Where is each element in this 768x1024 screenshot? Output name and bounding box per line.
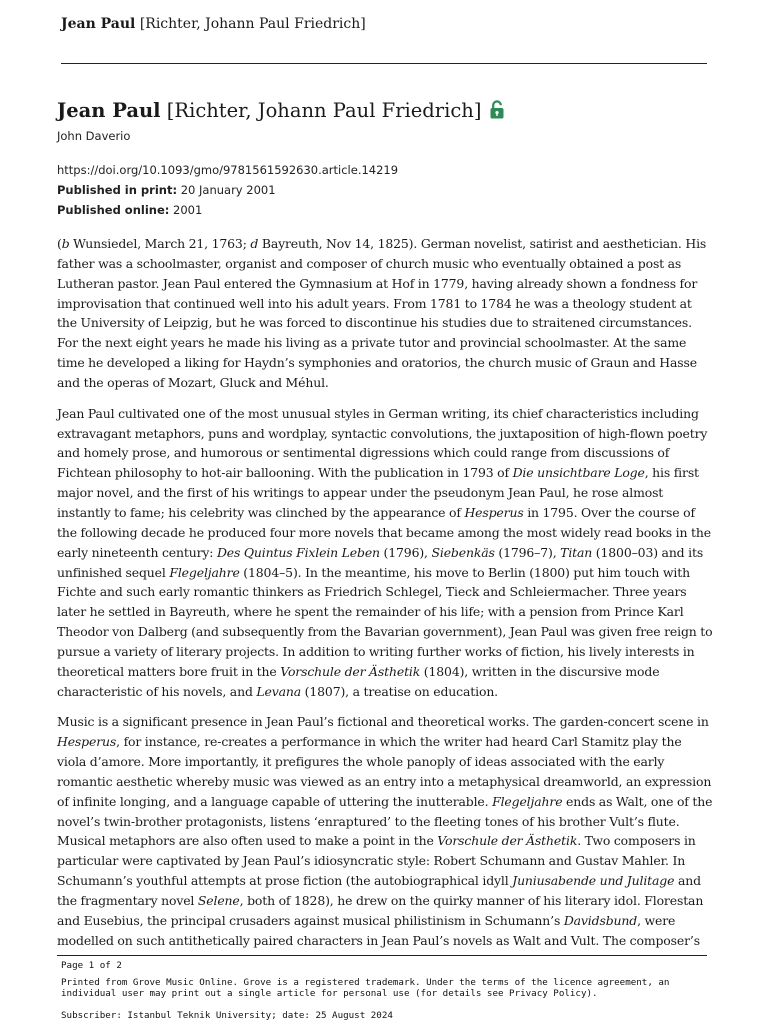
text-run: Jean Paul cultivated one of the most unusual styles in German writing, its chief characteristics including extravagant metaphors, puns and wordplay, syntactic convolutions, the juxtaposition of high-flown poetry and homely prose, and humorous or sentimental digressions which could range from discussions of Fichtean philosophy to hot-air ballooning. With the publication in 1793 of: [57, 405, 708, 481]
text-run: (: [57, 236, 62, 251]
article-title-rest: [Richter, Johann Paul Friedrich]: [160, 99, 482, 122]
text-run: (1807), a treatise on education.: [301, 683, 498, 699]
published-online-label: Published online:: [57, 203, 170, 217]
text-run: Bayreuth, Nov 14, 1825). German novelist, satirist and aesthetician. His father was a schoolmaster, organist and composer of church music who eventually obtained a post as Lutheran pastor. Jean Paul entered the Gymnasium at Hof in 1779, having already shown a fondness for improvisation that continued well into his adult years. From 1781 to 1784 he was a theology student at the University of Leipzig, but he was forced to discontinue his studies due to straitened circumstances. For the next eight years he made his living as a private tutor and provincial schoolmaster. At the same time he developed a liking for Haydn’s symphonies and oratorios, the church music of Graun and Hasse and the operas of Mozart, Gluck and Méhul.: [57, 236, 707, 390]
running-head-rest: [Richter, Johann Paul Friedrich]: [135, 16, 366, 32]
italic-text-run: Selene: [197, 893, 240, 908]
italic-text-run: d: [250, 236, 259, 251]
print-notice: Printed from Grove Music Online. Grove is a registered trademark. Under the terms of the licence agreement, an individual user may print out a single article for personal use (for details see Privacy Policy).: [61, 976, 670, 999]
page-footer: [61, 960, 711, 1021]
article-title-name: Jean Paul: [57, 99, 161, 122]
text-run: and the fragmentary novel: [57, 873, 701, 908]
italic-text-run: Vorschule der Ästhetik: [437, 833, 578, 849]
text-run: , his first major novel, and the first of his writings to appear under the pseudonym Jean Paul, he rose almost instantly to fame; his celebrity was clinched by the appearance of: [57, 465, 699, 520]
running-head: [61, 14, 366, 34]
page-number: Page 1 of 2: [61, 960, 122, 971]
italic-text-run: Juniusabende und Julitage: [512, 873, 675, 889]
text-run: (1796),: [379, 544, 432, 560]
text-run: (1796–7),: [494, 544, 561, 560]
unlocked-padlock-icon: [490, 98, 504, 128]
italic-text-run: Siebenkäs: [431, 544, 495, 560]
article-author: John Daverio: [57, 129, 131, 143]
article-title: [57, 96, 713, 128]
italic-text-run: Levana: [256, 683, 302, 699]
text-run: Music is a significant presence in Jean Paul’s fictional and theoretical works. The garden-concert scene in: [57, 714, 709, 730]
text-run: ends as Walt, one of the novel’s twin-brother protagonists, listens ‘enraptured’ to the fleeting tones of his brother Vult’s flute. Musical metaphors are also often used to make a point in the: [57, 793, 713, 849]
text-run: , for instance, re-creates a performance in which the writer had heard Carl Stamitz play the viola d’amore. More importantly, it prefigures the whole panoply of ideas associated with the early romantic aesthetic whereby music was viewed as an entry into a metaphysical dreamworld, an expression of infinite longing, and a language capable of uttering the inutterable.: [57, 734, 712, 809]
italic-text-run: b: [61, 236, 70, 251]
article-body: [57, 234, 713, 951]
italic-text-run: Hesperus: [57, 734, 117, 750]
doi-link[interactable]: https://doi.org/10.1093/gmo/9781561592630.article.14219: [57, 163, 399, 177]
italic-text-run: Hesperus: [464, 504, 524, 520]
text-run: . Two composers in particular were captivated by Jean Paul’s idiosyncratic style: Robert Schumann and Gustav Mahler. In Schumann’s youthful attempts at prose fiction (the autobiographical idyll: [57, 833, 696, 889]
text-run: in 1795. Over the course of the following decade he produced four more novels that became among the most widely read books in the early nineteenth century:: [57, 504, 711, 560]
italic-text-run: Vorschule der Ästhetik: [280, 663, 421, 679]
paragraph-2: [57, 404, 713, 702]
article: [57, 96, 713, 962]
published-online-date: 2001: [169, 203, 203, 217]
text-run: (1804–5). In the meantime, his move to Berlin (1800) put him touch with Fichte and such early romantic thinkers as Friedrich Schlegel, Tieck and Schleiermacher. Three years later he settled in Bayreuth, where he spent the remainder of his life; with a pension from Prince Karl Theodor von Dalberg (and subsequently from the Bavarian government), Jean Paul was given free reign to pursue a variety of literary projects. In addition to writing further works of fiction, his lively interests in theoretical matters bore fruit in the: [57, 564, 713, 679]
text-run: , both of 1828), he drew on the quirky manner of his literary idol. Florestan and Eusebius, the principal crusaders against musical philistinism in Schumann’s: [57, 893, 704, 928]
italic-text-run: Des Quintus Fixlein Leben: [216, 544, 380, 560]
published-in-print-date: 20 January 2001: [177, 183, 276, 197]
published-in-print: [57, 180, 713, 200]
running-head-name: Jean Paul: [61, 16, 136, 32]
italic-text-run: Flegeljahre: [169, 564, 240, 580]
text-run: (1800–03) and its unfinished sequel: [57, 544, 704, 580]
italic-text-run: Davidsbund: [563, 912, 638, 928]
italic-text-run: Titan: [560, 544, 593, 560]
paragraph-1: [57, 234, 713, 393]
paragraph-3: [57, 712, 713, 950]
italic-text-run: Flegeljahre: [492, 793, 563, 809]
header-divider: [61, 63, 707, 64]
published-in-print-label: Published in print:: [57, 183, 178, 197]
published-online: [57, 200, 713, 220]
italic-text-run: Die unsichtbare Loge: [512, 465, 645, 481]
text-run: Wunsiedel, March 21, 1763;: [69, 236, 251, 251]
footer-divider: [57, 955, 707, 956]
text-run: (1804), written in the discursive mode characteristic of his novels, and: [57, 663, 660, 699]
subscriber-info: Subscriber: Istanbul Teknik University; date: 25 August 2024: [61, 1009, 393, 1021]
text-run: , were modelled on such antithetically paired characters in Jean Paul’s novels as Walt and Vult. The composer’s: [57, 912, 700, 948]
